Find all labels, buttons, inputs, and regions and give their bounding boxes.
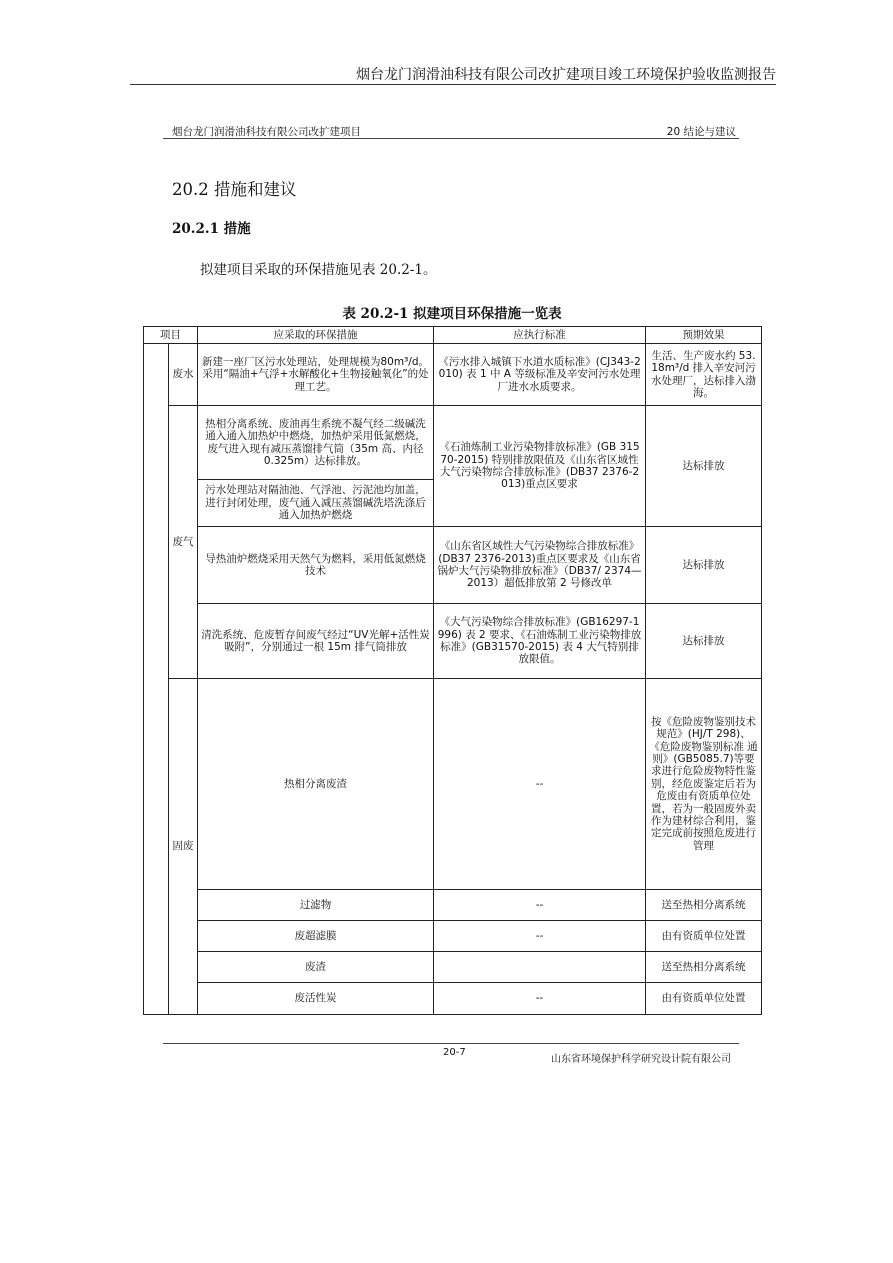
measure-cell: 新建一座厂区污水处理站，处理规模为80m³/d。采用“隔油+气浮+水解酸化+生物接触氧化”的处理工艺。 bbox=[198, 344, 434, 406]
table-row bbox=[144, 604, 762, 679]
footer-divider bbox=[163, 1043, 739, 1044]
effect-cell: 达标排放 bbox=[646, 527, 762, 604]
standard-cell: 《污水排入城镇下水道水质标准》(CJ343-2010) 表 1 中 A 等级标准及辛安河污水处理厂进水水质要求。 bbox=[434, 344, 646, 406]
header-divider bbox=[130, 84, 776, 85]
effect-cell: 达标排放 bbox=[646, 406, 762, 527]
measure-cell: 热相分离系统、废油再生系统不凝气经二级碱洗通入通入加热炉中燃烧，加热炉采用低氮燃烧，废气进入现有减压蒸馏排气筒（35m 高、内径 0.325m）达标排放。 bbox=[198, 406, 434, 480]
measure-cell: 清洗系统、危废暂存间废气经过“UV光解+活性炭吸附”，分别通过一根 15m 排气筒排放 bbox=[198, 604, 434, 679]
measure-cell: 过滤物 bbox=[198, 890, 434, 921]
project-header: 烟台龙门润滑油科技有限公司改扩建项目 bbox=[172, 126, 361, 138]
measure-cell: 废渣 bbox=[198, 952, 434, 983]
header-measure: 应采取的环保措施 bbox=[198, 327, 434, 344]
table-row bbox=[144, 983, 762, 1015]
effect-cell: 送至热相分离系统 bbox=[646, 890, 762, 921]
page-number: 20-7 bbox=[443, 1047, 466, 1058]
table-caption: 表 20.2-1 拟建项目环保措施一览表 bbox=[342, 306, 562, 322]
report-header: 烟台龙门润滑油科技有限公司改扩建项目竣工环境保护验收监测报告 bbox=[356, 67, 776, 83]
effect-cell: 由有资质单位处置 bbox=[646, 921, 762, 952]
measure-cell: 热相分离废渣 bbox=[198, 679, 434, 890]
standard-cell: -- bbox=[434, 890, 646, 921]
table-row bbox=[144, 890, 762, 921]
header-item: 项目 bbox=[144, 327, 198, 344]
section-title: 20.2 措施和建议 bbox=[172, 180, 297, 199]
table-row bbox=[144, 921, 762, 952]
effect-cell: 由有资质单位处置 bbox=[646, 983, 762, 1015]
table-row bbox=[144, 679, 762, 890]
standard-cell: 《石油炼制工业污染物排放标准》(GB 31570-2015) 特别排放限值及《山东省区域性大气污染物综合排放标准》(DB37 2376-2013)重点区要求 bbox=[434, 406, 646, 527]
effect-cell: 生活、生产废水约 53.18m³/d 排入辛安河污水处理厂，达标排入渤海。 bbox=[646, 344, 762, 406]
standard-cell bbox=[434, 952, 646, 983]
table-row bbox=[144, 527, 762, 604]
effect-cell: 达标排放 bbox=[646, 604, 762, 679]
measure-cell: 导热油炉燃烧采用天然气为燃料，采用低氮燃烧技术 bbox=[198, 527, 434, 604]
measure-cell: 污水处理站对隔油池、气浮池、污泥池均加盖，进行封闭处理，废气通入减压蒸馏碱洗塔洗涤后通入加热炉燃烧 bbox=[198, 480, 434, 527]
intro-paragraph: 拟建项目采取的环保措施见表 20.2-1。 bbox=[200, 262, 437, 278]
blank-column-cell bbox=[144, 344, 169, 1015]
table-row bbox=[144, 344, 762, 406]
effect-cell: 送至热相分离系统 bbox=[646, 952, 762, 983]
group-label-waste-gas: 废气 bbox=[169, 406, 198, 679]
measure-cell: 废活性炭 bbox=[198, 983, 434, 1015]
group-label-solid-waste: 固废 bbox=[169, 679, 198, 1015]
measure-cell: 废超滤膜 bbox=[198, 921, 434, 952]
effect-cell: 按《危险废物鉴别技术规范》(HJ/T 298)、《危险废物鉴别标准 通则》(GB5085.7)等要求进行危险废物特性鉴别，经危废鉴定后若为危废由有资质单位处置，若为一般固废外卖作为建材综合利用，鉴定完成前按照危废进行管理 bbox=[646, 679, 762, 890]
header-effect: 预期效果 bbox=[646, 327, 762, 344]
table-row bbox=[144, 952, 762, 983]
chapter-header: 20 结论与建议 bbox=[666, 126, 736, 138]
footer-organization: 山东省环境保护科学研究设计院有限公司 bbox=[551, 1054, 731, 1065]
standard-cell: 《山东省区域性大气污染物综合排放标准》(DB37 2376-2013)重点区要求及《山东省锅炉大气污染物排放标准》（DB37/ 2374—2013）超低排放第 2 号修改单 bbox=[434, 527, 646, 604]
standard-cell: -- bbox=[434, 983, 646, 1015]
standard-cell: -- bbox=[434, 679, 646, 890]
header-standard: 应执行标准 bbox=[434, 327, 646, 344]
table-row bbox=[144, 406, 762, 480]
subsection-title: 20.2.1 措施 bbox=[172, 221, 251, 237]
table-header-row bbox=[144, 327, 762, 344]
standard-cell: -- bbox=[434, 921, 646, 952]
measures-table bbox=[143, 326, 762, 1015]
group-label-wastewater: 废水 bbox=[169, 344, 198, 406]
standard-cell: 《大气污染物综合排放标准》(GB16297-1996) 表 2 要求、《石油炼制工业污染物排放标准》(GB31570-2015) 表 4 大气特别排放限值。 bbox=[434, 604, 646, 679]
inner-header-divider bbox=[163, 138, 739, 139]
